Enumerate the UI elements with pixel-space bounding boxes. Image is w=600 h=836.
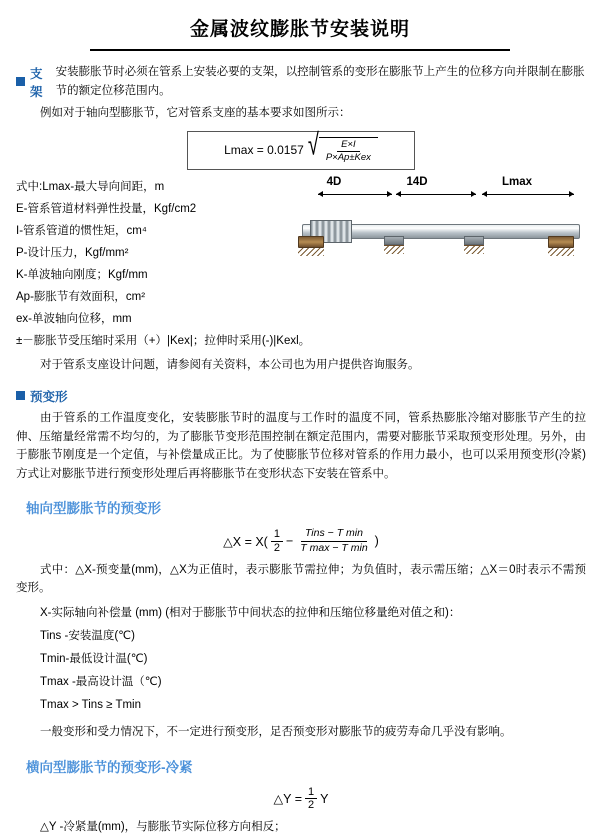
axial-formula-half bbox=[271, 528, 283, 554]
diagram-dimension-lines bbox=[296, 190, 582, 200]
page-title: 金属波纹膨胀节安装说明 bbox=[90, 14, 510, 51]
section-predeform-para1: 由于管系的工作温度变化，安装膨胀节时的温度与工作时的温度不同，管系热膨胀冷缩对膨胀节产生的拉伸、压缩量经常需不均匀的，为了膨胀节变形范围控制在额定范围内，需要对膨胀节采取预变形处理。另外，由于膨胀节刚度是一个定值，与补偿量成正比。为了使膨胀节位移对管系的作用力最小，也可以采用预变形(冷紧)方式让对膨胀节进行预变形处理后再将膨胀节在变形状态下安装在管系中。 bbox=[16, 411, 586, 480]
axial-formula-ratio-den: T max − T min bbox=[300, 541, 368, 554]
axial-formula-half-den: 2 bbox=[273, 541, 280, 554]
lmax-formula bbox=[187, 128, 415, 170]
diagram-dimension-labels bbox=[296, 176, 582, 188]
guide-support-1 bbox=[384, 236, 404, 254]
variable-line: X-实际轴向补偿量 (mm) (相对于膨胀节中间状态的拉伸和压缩位移量绝对值之和)： bbox=[40, 606, 461, 619]
lateral-formula-lhs: △Y = bbox=[273, 792, 303, 807]
anchor-support-left bbox=[298, 236, 324, 256]
lmax-formula-lhs: Lmax = 0.0157 bbox=[224, 143, 304, 158]
lateral-formula-rhs: Y bbox=[320, 791, 329, 806]
lateral-formula-half bbox=[305, 786, 317, 812]
variable-line: Tmax > Tins ≥ Tmin bbox=[40, 698, 141, 711]
diagram-label-14d: 14D bbox=[406, 175, 428, 188]
diagram-label-lmax: Lmax bbox=[501, 175, 533, 188]
lateral-formula-half-num: 1 bbox=[305, 786, 317, 800]
axial-predeform-explain: 式中：△X-预变量(mm)，△X为正值时，表示膨胀节需拉伸；为负值时，表示需压缩；△X＝0时表示不需预变形。 bbox=[16, 563, 586, 595]
axial-formula-ratio bbox=[296, 527, 371, 554]
axial-formula-half-num: 1 bbox=[271, 528, 283, 542]
legend-item: P-设计压力，Kgf/mm² bbox=[16, 246, 129, 259]
lateral-predeform-formula bbox=[16, 786, 586, 812]
legend-item: ex-单波轴向位移，mm bbox=[16, 313, 132, 326]
legend-list bbox=[16, 176, 286, 331]
axial-predeform-variable-list bbox=[40, 602, 586, 717]
legend-item: K-单波轴向刚度；Kgf/mm bbox=[16, 268, 148, 281]
section-heading-bracket-label: 支架 bbox=[30, 66, 43, 99]
axial-formula-lhs: △X = X( bbox=[223, 534, 268, 549]
legend-item-sign-note: ±－膨胀节受压缩时采用（+）|Kex|；拉伸时采用(-)|Kexl。 bbox=[16, 335, 311, 348]
lmax-formula-denominator: P×Ap±Kex bbox=[325, 151, 371, 163]
section-heading-predeform-label: 预变形 bbox=[30, 389, 68, 404]
variable-line: Tmax -最高设计温（℃) bbox=[40, 675, 162, 688]
bullet-square-icon bbox=[16, 77, 25, 86]
legend-item: Ap-膨胀节有效面积，cm² bbox=[16, 291, 146, 304]
section-heading-predeform bbox=[16, 387, 586, 405]
legend-and-diagram bbox=[16, 176, 586, 353]
subsection-heading-lateral: 横向型膨胀节的预变形-冷紧 bbox=[26, 759, 193, 775]
axial-predeform-formula bbox=[16, 527, 586, 554]
document-content bbox=[0, 63, 600, 836]
axial-formula-minus: − bbox=[285, 534, 294, 548]
bullet-square-icon bbox=[16, 391, 25, 400]
section-bracket-para1: 安装膨胀节时必须在管系上安装必要的支架，以控制管系的变形在膨胀节上产生的位移方向并限制在膨胀节的额定位移范围内。 bbox=[55, 66, 585, 97]
section-bracket-note: 对于管系支座设计问题，请参阅有关资料，本公司也为用户提供咨询服务。 bbox=[40, 359, 420, 372]
section-bracket-para2: 例如对于轴向型膨胀节，它对管系支座的基本要求如图所示： bbox=[40, 107, 351, 120]
guide-support-2 bbox=[464, 236, 484, 254]
legend-item: E-管系管道材料弹性投量，Kgf/cm2 bbox=[16, 202, 197, 215]
axial-formula-ratio-num: Tins − T min bbox=[301, 527, 367, 541]
diagram-pipe-assembly bbox=[296, 202, 582, 276]
lateral-predeform-explain: △Y -冷紧量(mm)，与膨胀节实际位移方向相反； bbox=[40, 820, 286, 833]
subsection-heading-axial: 轴向型膨胀节的预变形 bbox=[26, 501, 161, 517]
sqrt-icon: √ bbox=[307, 128, 319, 162]
diagram-label-4d: 4D bbox=[326, 175, 342, 188]
legend-item: 式中:Lmax-最大导向间距，m bbox=[16, 180, 165, 193]
axial-predeform-note: 一般变形和受力情况下，不一定进行预变形，足否预变形对膨胀节的疲劳寿命几乎没有影响。 bbox=[40, 725, 512, 738]
variable-line: Tmin-最低设计温(℃) bbox=[40, 652, 148, 665]
lmax-formula-numerator: E×I bbox=[337, 139, 360, 152]
anchor-support-right bbox=[548, 236, 574, 256]
section-heading-bracket bbox=[16, 63, 586, 100]
variable-line: Tins -安装温度(℃) bbox=[40, 629, 135, 642]
sqrt-group bbox=[307, 128, 378, 164]
document-page bbox=[0, 14, 600, 833]
legend-item: I-管系管道的惯性矩，cm⁴ bbox=[16, 224, 147, 237]
lateral-formula-half-den: 2 bbox=[308, 799, 315, 812]
pipe-support-diagram bbox=[296, 176, 582, 298]
axial-formula-rhs: ) bbox=[374, 534, 379, 548]
